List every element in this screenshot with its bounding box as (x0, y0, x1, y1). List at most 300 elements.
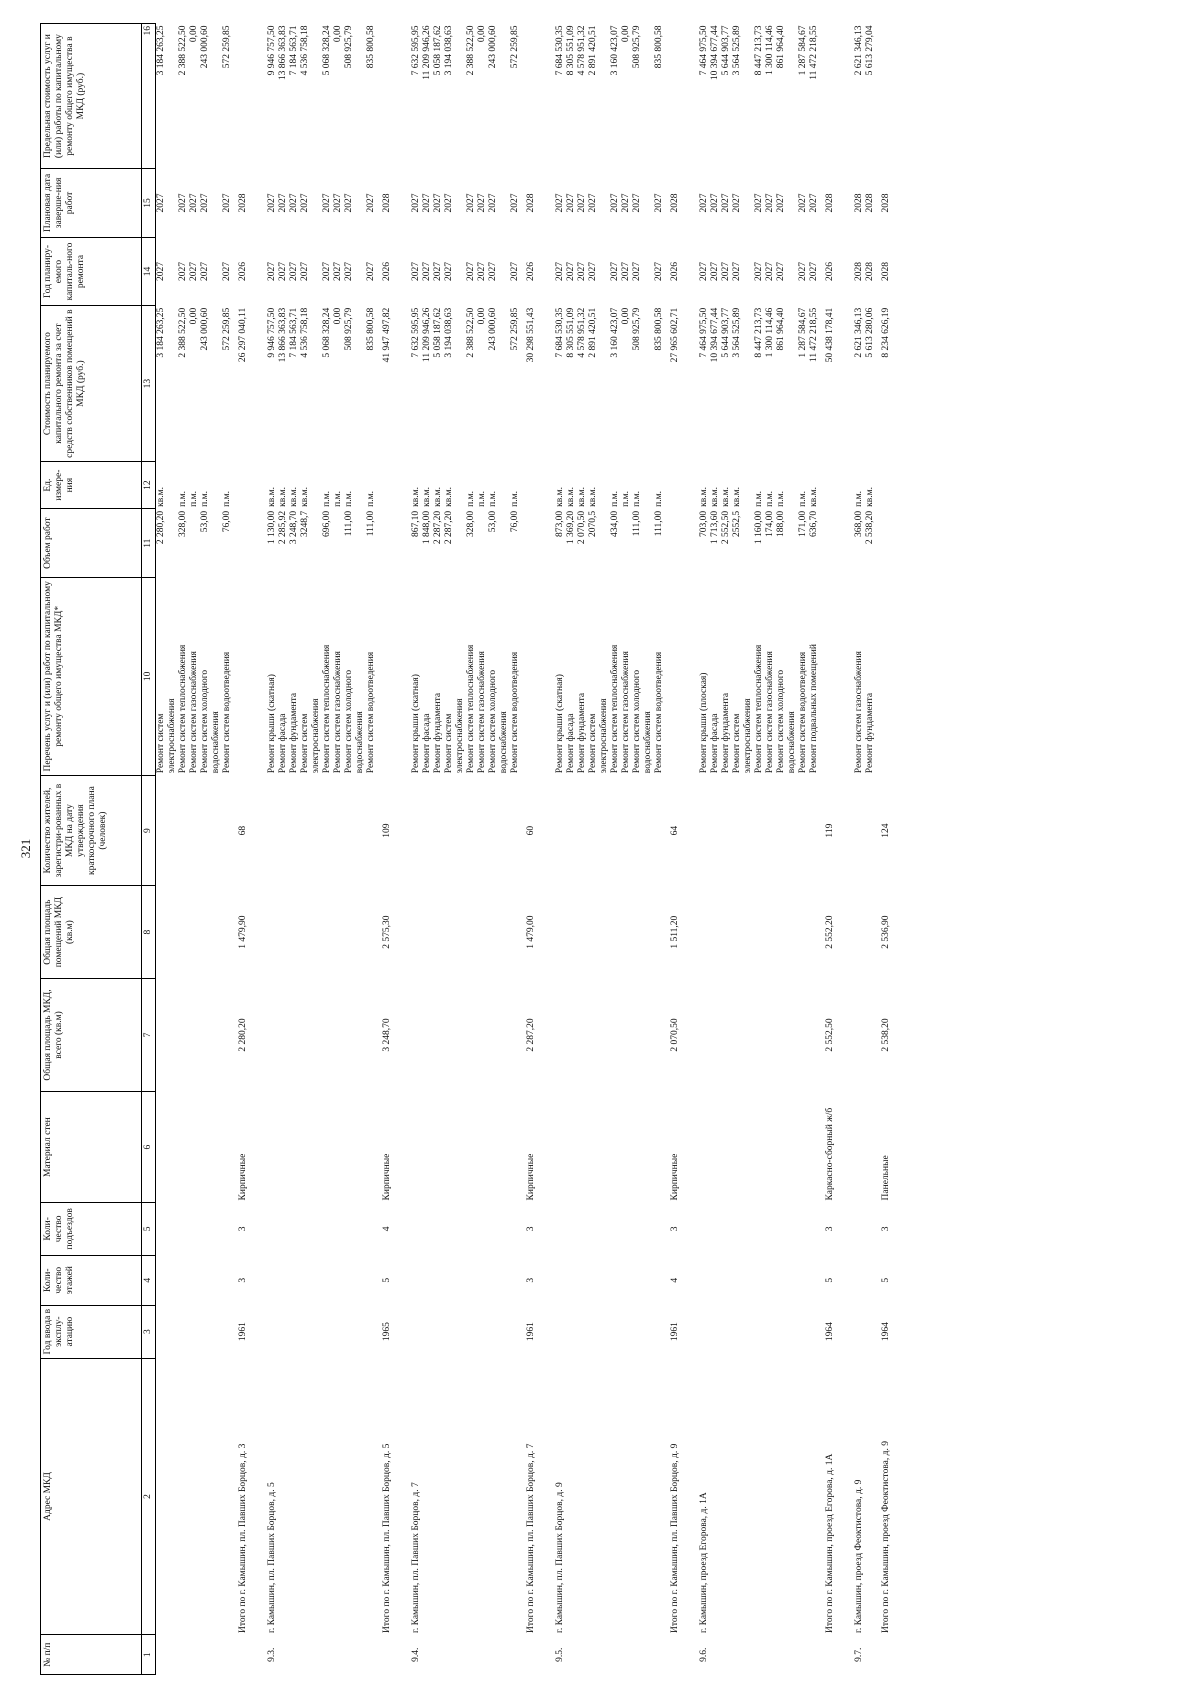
work-list (820, 577, 836, 775)
cost-limit (477, 24, 510, 169)
cell-line: 328,00 (178, 510, 188, 537)
completion-date (765, 169, 798, 238)
work-list (765, 577, 798, 775)
repair-year (876, 237, 892, 306)
floors (836, 1255, 876, 1305)
premises-area (466, 886, 477, 978)
wall-material (477, 1092, 510, 1203)
completion-date (466, 169, 477, 238)
cost-limit (233, 24, 249, 169)
cell-line: Ремонт систем газоснабжения (765, 651, 775, 774)
cell-line: Ремонт систем водоотведения (366, 651, 376, 774)
work-volume (189, 509, 222, 578)
premises-area (189, 886, 222, 978)
cell-line: 76,00 (510, 510, 520, 533)
cell-line: 2 388 522,50 (466, 25, 476, 76)
total-area (510, 978, 521, 1091)
cell-line: 11 209 946,26 (422, 25, 432, 80)
cell-line: Ремонт систем водоотведения (510, 651, 520, 774)
cell-line: кв.м. (566, 486, 576, 507)
total-area (654, 978, 665, 1091)
year-built (510, 1305, 521, 1358)
cell-line: 835 800,58 (366, 25, 376, 69)
cell-line: 5 058 187,62 (433, 25, 443, 76)
completion-date (876, 169, 892, 238)
year-built (156, 1305, 179, 1358)
completion-date (322, 169, 333, 238)
cell-line: 2 285,92 (278, 510, 288, 545)
cell-line: 2027 (699, 262, 709, 282)
cell-line: 1 713,60 (710, 510, 720, 545)
cell-line: 0,00 (333, 25, 343, 43)
cell-line: кв.м. (289, 486, 299, 507)
total-area: 2 070,50 (670, 1018, 680, 1052)
column-header-11: Объем работ (41, 509, 142, 578)
cell-line: 2 552,50 (721, 510, 731, 545)
work-row (477, 24, 510, 1675)
column-number-2: 2 (142, 1358, 156, 1635)
floors (798, 1255, 820, 1305)
address: Итого по г. Камышин, пл. Павших Борцов, д. 5 (382, 1443, 392, 1633)
premises-area (249, 886, 322, 978)
cell-line: 2027 (189, 193, 199, 213)
cost-limit (249, 24, 322, 169)
premises-area (754, 886, 765, 978)
cell-line: 2027 (189, 262, 199, 282)
cell-line: 7 184 563,71 (289, 25, 299, 76)
wall-material (654, 1092, 665, 1203)
planned-cost (765, 306, 798, 462)
planned-cost (366, 306, 377, 462)
work-list (178, 577, 189, 775)
premises-area (610, 886, 621, 978)
repair-year (466, 237, 477, 306)
column-header-1: № п/п (41, 1635, 142, 1675)
unit (610, 461, 621, 508)
cell-line: 0,00 (477, 25, 487, 43)
entrances (754, 1202, 765, 1255)
year-built (249, 1305, 322, 1358)
floors (681, 1255, 754, 1305)
cell-line: 2027 (577, 262, 587, 282)
cell-line: 0,00 (189, 307, 199, 325)
cell-line: 2026 (526, 262, 536, 282)
wall-material: Кирпичные (382, 1153, 392, 1201)
total-area (537, 978, 610, 1091)
cell-line: 2027 (621, 193, 631, 213)
planned-cost (233, 306, 249, 462)
wall-material (836, 1092, 876, 1203)
premises-area (836, 886, 876, 978)
cell-line: 3 160 423,07 (610, 307, 620, 358)
row-number (178, 1635, 189, 1675)
cell-line: 2 388 522,50 (466, 307, 476, 358)
house-row (537, 24, 610, 1675)
entrances (654, 1202, 665, 1255)
cell-line: 2028 (881, 262, 891, 282)
entrances (681, 1202, 754, 1255)
total-area (178, 978, 189, 1091)
cell-line: 1 287 584,67 (798, 25, 808, 76)
address (477, 1358, 510, 1635)
work-volume (521, 509, 537, 578)
address (610, 1358, 621, 1635)
column-header-6: Материал стен (41, 1092, 142, 1203)
total-area (798, 978, 820, 1091)
row-number: 9.6. (699, 1647, 709, 1662)
cell-line: 2027 (322, 262, 332, 282)
cell-line: 2027 (422, 193, 432, 213)
cell-line: 0,00 (189, 25, 199, 43)
entrances (322, 1202, 333, 1255)
cell-line: 5 644 903,77 (721, 307, 731, 358)
cell-line: п.м. (344, 491, 354, 507)
year-built: 1965 (382, 1322, 392, 1342)
completion-date (377, 169, 393, 238)
cost-limit (681, 24, 754, 169)
work-volume (610, 509, 621, 578)
year-built (765, 1305, 798, 1358)
wall-material: Кирпичные (238, 1153, 248, 1201)
cell-line: 2027 (322, 193, 332, 213)
cell-line: 636,70 (809, 510, 819, 537)
residents (765, 775, 798, 886)
work-row (178, 24, 189, 1675)
entrances (333, 1202, 366, 1255)
unit (621, 461, 654, 508)
work-volume (798, 509, 820, 578)
work-row (222, 24, 233, 1675)
wall-material (510, 1092, 521, 1203)
cell-line: 0,00 (477, 307, 487, 325)
cell-line: 111,00 (632, 510, 642, 537)
completion-date (836, 169, 876, 238)
column-number-7: 7 (142, 978, 156, 1091)
cell-line: 3 194 038,63 (444, 307, 454, 358)
work-list (798, 577, 820, 775)
cost-limit (510, 24, 521, 169)
cell-line: 111,00 (366, 510, 376, 537)
planned-cost (537, 306, 610, 462)
work-volume (765, 509, 798, 578)
work-volume (249, 509, 322, 578)
address: Итого по г. Камышин, пл. Павших Борцов, д. 9 (670, 1443, 680, 1633)
cell-line: 2027 (300, 193, 310, 213)
address (222, 1358, 233, 1635)
planned-cost (820, 306, 836, 462)
cell-line: п.м. (178, 491, 188, 507)
cell-line: Ремонт систем газоснабжения (621, 651, 631, 774)
cell-line: 1 848,00 (422, 510, 432, 545)
cell-line: 111,00 (344, 510, 354, 537)
cell-line: 2027 (776, 262, 786, 282)
address (754, 1358, 765, 1635)
cell-line: 9 946 757,50 (267, 307, 277, 358)
address (654, 1358, 665, 1635)
completion-date (537, 169, 610, 238)
repair-year (477, 237, 510, 306)
wall-material (466, 1092, 477, 1203)
cell-line: 3 564 525,89 (732, 307, 742, 358)
residents (510, 775, 521, 886)
residents (156, 775, 179, 886)
repair-year (681, 237, 754, 306)
work-list (665, 577, 681, 775)
cell-line: 26 297 040,11 (238, 307, 248, 363)
wall-material: Панельные (881, 1155, 891, 1201)
work-list (156, 577, 179, 775)
completion-date (249, 169, 322, 238)
address (765, 1358, 798, 1635)
cell-line: 861 964,40 (776, 307, 786, 351)
unit (798, 461, 820, 508)
cell-line: Ремонт систем теплоснабжения (322, 644, 332, 774)
address (510, 1358, 521, 1635)
cost-limit (798, 24, 820, 169)
work-row (654, 24, 665, 1675)
total-area (222, 978, 233, 1091)
cell-line: 7 632 595,95 (411, 25, 421, 76)
residents (537, 775, 610, 886)
cell-line: 2027 (710, 262, 720, 282)
row-number (754, 1635, 765, 1675)
wall-material (249, 1092, 322, 1203)
total-area (621, 978, 654, 1091)
cell-line: 1 300 114,46 (765, 307, 775, 358)
cell-line: 0,00 (621, 25, 631, 43)
cell-line: 0,00 (333, 307, 343, 325)
wall-material (610, 1092, 621, 1203)
floors (156, 1255, 179, 1305)
residents (178, 775, 189, 886)
cell-line: 174,00 (765, 510, 775, 537)
column-header-10: Перечень услуг и (или) работ по капитальному ремонту общего имущества МКД* (41, 577, 142, 775)
year-built: 1961 (670, 1322, 680, 1342)
total-row (521, 24, 537, 1675)
cell-line: 328,00 (466, 510, 476, 537)
total-row (377, 24, 393, 1675)
cell-line: 3 160 423,07 (610, 25, 620, 76)
entrances (222, 1202, 233, 1255)
total-area: 2 280,20 (238, 1018, 248, 1052)
cell-line: п.м. (322, 491, 332, 507)
cell-line: 2027 (566, 193, 576, 213)
work-volume (876, 509, 892, 578)
cell-line: 30 298 551,43 (526, 307, 536, 363)
cell-line: Ремонт систем холодного (344, 669, 354, 774)
column-number-11: 11 (142, 509, 156, 578)
completion-date (510, 169, 521, 238)
cell-line: 2027 (732, 262, 742, 282)
cell-line: 2027 (433, 193, 443, 213)
entrances (477, 1202, 510, 1255)
cell-line: водоснабжения (211, 711, 221, 774)
entrances (178, 1202, 189, 1255)
cell-line: 2027 (366, 193, 376, 213)
cell-line: кв.м. (721, 486, 731, 507)
cell-line: 243 000,60 (200, 307, 210, 351)
cell-line: п.м. (222, 491, 232, 507)
cell-line: 2027 (178, 262, 188, 282)
cell-line: 873,00 (555, 510, 565, 537)
cell-line: 0,00 (621, 307, 631, 325)
cell-line: п.м. (621, 491, 631, 507)
planned-cost (754, 306, 765, 462)
cell-line: п.м. (200, 491, 210, 507)
residents: 119 (825, 823, 835, 838)
cell-line: водоснабжения (499, 711, 509, 774)
cell-line: 2 538,20 (865, 510, 875, 545)
repair-year (366, 237, 377, 306)
cell-line: 53,00 (488, 510, 498, 533)
cell-line: 8 305 551,09 (566, 307, 576, 358)
floors: 3 (238, 1277, 248, 1283)
row-number (189, 1635, 222, 1675)
cell-line: Ремонт систем водоотведения (654, 651, 664, 774)
floors (333, 1255, 366, 1305)
premises-area (393, 886, 466, 978)
cell-line: Ремонт подвальных помещений (809, 644, 819, 774)
total-row (233, 24, 249, 1675)
row-number (654, 1635, 665, 1675)
cell-line: кв.м. (588, 486, 598, 507)
year-built (836, 1305, 876, 1358)
planned-cost (156, 306, 179, 462)
total-area: 3 248,70 (382, 1018, 392, 1052)
entrances (366, 1202, 377, 1255)
cell-line: 4 578 951,32 (577, 307, 587, 358)
cell-line: водоснабжения (355, 711, 365, 774)
total-area (249, 978, 322, 1091)
wall-material (393, 1092, 466, 1203)
residents (333, 775, 366, 886)
cell-line: п.м. (333, 491, 343, 507)
year-built (681, 1305, 754, 1358)
column-number-6: 6 (142, 1092, 156, 1203)
address (333, 1358, 366, 1635)
entrances: 3 (526, 1226, 536, 1232)
completion-date (477, 169, 510, 238)
work-volume (333, 509, 366, 578)
cell-line: 1 160,00 (754, 510, 764, 545)
unit (189, 461, 222, 508)
page-number: 321 (18, 838, 33, 859)
cell-line: 867,10 (411, 510, 421, 537)
planned-cost (836, 306, 876, 462)
cell-line: Ремонт систем газоснабжения (189, 651, 199, 774)
cell-line: кв.м. (278, 486, 288, 507)
floors (393, 1255, 466, 1305)
unit (222, 461, 233, 508)
address (322, 1358, 333, 1635)
residents (249, 775, 322, 886)
year-built (333, 1305, 366, 1358)
planned-cost (521, 306, 537, 462)
address: Итого по г. Камышин, проезд Феоктистова, д. 9 (881, 1441, 891, 1633)
planned-cost (610, 306, 621, 462)
cell-line: 2027 (488, 193, 498, 213)
planned-cost (798, 306, 820, 462)
cell-line: Ремонт фасада (710, 713, 720, 774)
wall-material (156, 1092, 179, 1203)
premises-area (222, 886, 233, 978)
unit (477, 461, 510, 508)
cell-line: 4 536 758,18 (300, 307, 310, 358)
work-row (510, 24, 521, 1675)
address (178, 1358, 189, 1635)
cell-line: 41 947 497,82 (382, 307, 392, 363)
row-number (366, 1635, 377, 1675)
work-volume (654, 509, 665, 578)
wall-material (798, 1092, 820, 1203)
column-number-row (142, 24, 156, 1675)
work-row (621, 24, 654, 1675)
cell-line: 508 925,79 (344, 307, 354, 351)
cell-line: 2027 (466, 262, 476, 282)
total-area (322, 978, 333, 1091)
cell-line: 2028 (865, 193, 875, 213)
cell-line: 2027 (267, 193, 277, 213)
column-header-8: Общая площадь помещений МКД (кв.м) (41, 886, 142, 978)
cell-line: 10 394 677,44 (710, 25, 720, 81)
cell-line: 2070,5 (588, 510, 598, 537)
residents (610, 775, 621, 886)
cell-line: Ремонт систем холодного (632, 669, 642, 774)
cell-line: 2027 (433, 262, 443, 282)
cell-line: кв.м. (577, 486, 587, 507)
cell-line: 4 536 758,18 (300, 25, 310, 76)
cell-line: 2028 (382, 193, 392, 213)
cell-line: 508 925,79 (344, 25, 354, 69)
work-list (233, 577, 249, 775)
residents (222, 775, 233, 886)
wall-material (333, 1092, 366, 1203)
cell-line: Ремонт систем (732, 713, 742, 774)
cell-line (382, 26, 393, 167)
residents: 68 (238, 825, 248, 836)
wall-material: Кирпичные (670, 1153, 680, 1201)
unit (377, 461, 393, 508)
floors (322, 1255, 333, 1305)
cell-line: 2027 (654, 262, 664, 282)
address: г. Камышин, пл. Павших Борцов, д. 7 (411, 1482, 421, 1633)
cell-line: 11 472 218,55 (809, 307, 819, 363)
year-built (654, 1305, 665, 1358)
work-list (222, 577, 233, 775)
wall-material (537, 1092, 610, 1203)
cell-line (825, 26, 836, 167)
cell-line: Ремонт систем газоснабжения (477, 651, 487, 774)
cell-line: 8 447 213,73 (754, 25, 764, 76)
cell-line (526, 26, 537, 167)
cell-line: п.м. (854, 491, 864, 507)
work-volume (665, 509, 681, 578)
entrances (249, 1202, 322, 1255)
cell-line: 4 578 951,32 (577, 25, 587, 76)
cell-line: Ремонт систем (588, 713, 598, 774)
residents (798, 775, 820, 886)
cell-line: 13 866 363,83 (278, 25, 288, 81)
cell-line: Ремонт систем теплоснабжения (178, 644, 188, 774)
cell-line: 243 000,60 (200, 25, 210, 69)
floors (654, 1255, 665, 1305)
repair-year (654, 237, 665, 306)
cell-line: 2 621 346,13 (854, 307, 864, 358)
cell-line: 2027 (710, 193, 720, 213)
cell-line: Ремонт систем (300, 713, 310, 774)
floors: 3 (526, 1277, 536, 1283)
cell-line: 2027 (222, 262, 232, 282)
